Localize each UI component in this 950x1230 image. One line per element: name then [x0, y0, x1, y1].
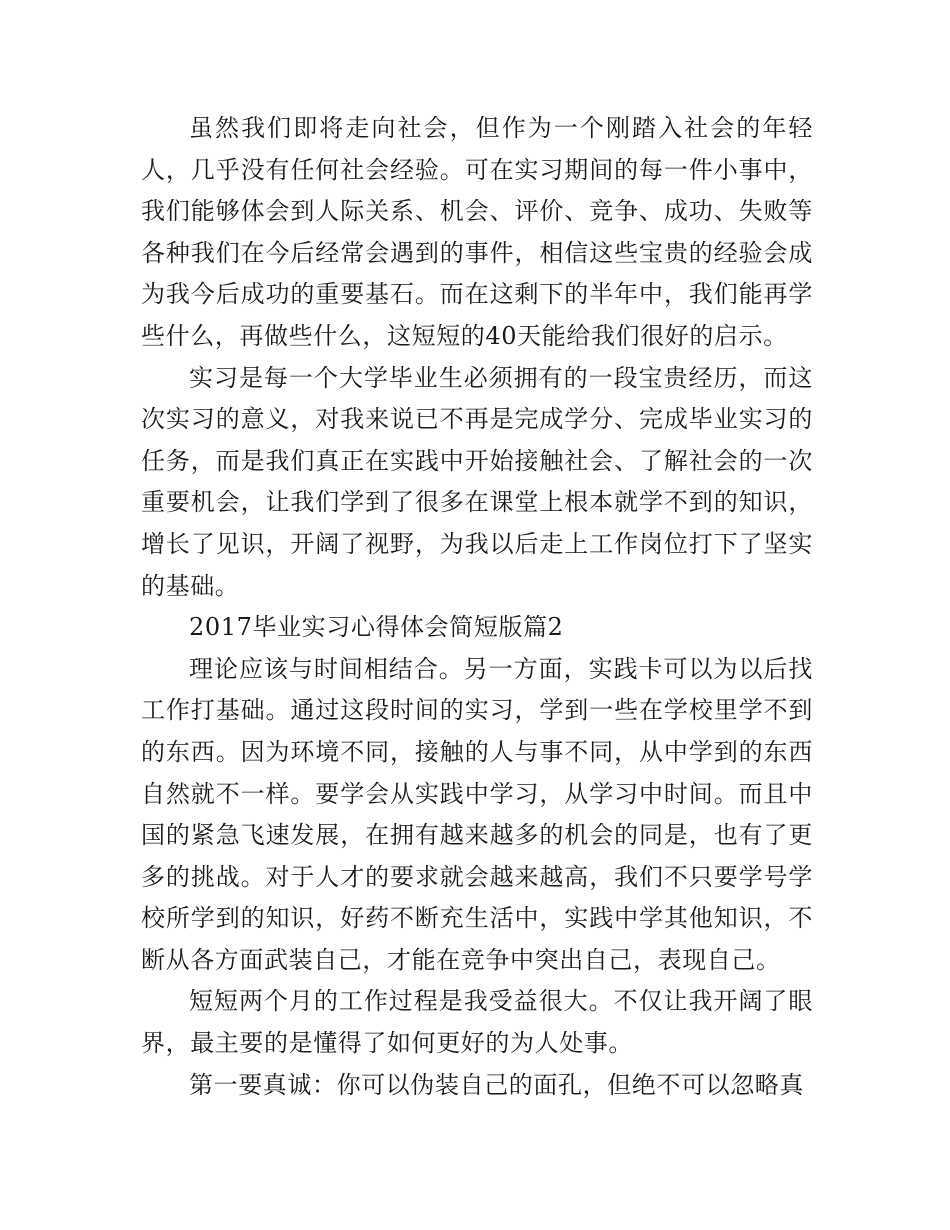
paragraph-2: 实习是每一个大学毕业生必须拥有的一段宝贵经历，而这次实习的意义，对我来说已不再是完成学分、完成毕业实习的任务，而是我们真正在实践中开始接触社会、了解社会的一次重要机会，让我们学到了很多在课堂上根本就学不到的知识，增长了见识，开阔了视野，为我以后走上工作岗位打下了坚实的基础。 [141, 363, 813, 600]
paragraph-1: 虽然我们即将走向社会，但作为一个刚踏入社会的年轻人，几乎没有任何社会经验。可在实习期间的每一件小事中，我们能够体会到人际关系、机会、评价、竞争、成功、失败等各种我们在今后经常会遇到的事件，相信这些宝贵的经验会成为我今后成功的重要基石。而在这剩下的半年中，我们能再学些什么，再做些什么，这短短的40天能给我们很好的启示。 [141, 114, 813, 350]
paragraph-3: 理论应该与时间相结合。另一方面，实践卡可以为以后找工作打基础。通过这段时间的实习，学到一些在学校里学不到的东西。因为环境不同，接触的人与事不同，从中学到的东西自然就不一样。要学会从实践中学习，从学习中时间。而且中国的紧急飞速发展，在拥有越来越多的机会的同是，也有了更多的挑战。对于人才的要求就会越来越高，我们不只要学号学校所学到的知识，好药不断充生活中，实践中学其他知识，不断从各方面武装自己，才能在竞争中突出自己，表现自己。 [141, 654, 813, 974]
section-heading: 2017毕业实习心得体会简短版篇2 [189, 613, 564, 642]
paragraph-5: 第一要真诚：你可以伪装自己的面孔，但绝不可以忽略真 [189, 1070, 804, 1099]
paragraph-4: 短短两个月的工作过程是我受益很大。不仅让我开阔了眼界，最主要的是懂得了如何更好的为人处事。 [141, 987, 813, 1058]
document-body [141, 108, 813, 1106]
